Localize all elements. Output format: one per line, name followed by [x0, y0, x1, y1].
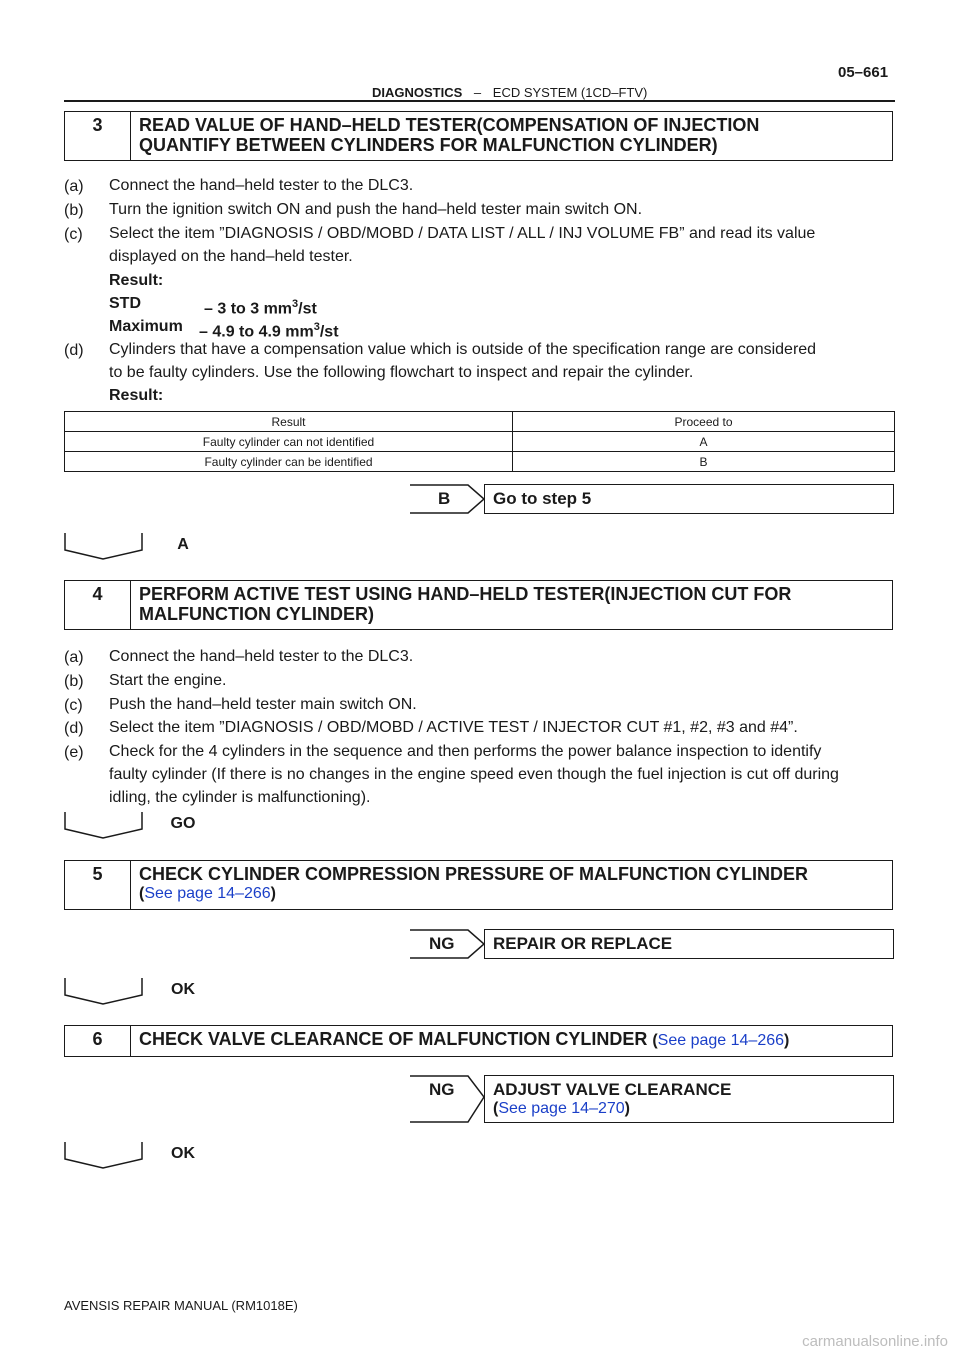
tag-go-label: GO: [170, 815, 196, 832]
tag-ok-2: [64, 1141, 195, 1174]
step-4-item-d-text: Select the item ”DIAGNOSIS / OBD/MOBD / ACTIVE TEST / INJECTOR CUT #1, #2, #3 and #4”.: [109, 719, 798, 736]
table-cell: Faulty cylinder can be identified: [65, 452, 513, 472]
tag-ok-2-label: OK: [171, 1145, 195, 1162]
step-3-title: [131, 112, 765, 160]
flow-b-label: B: [438, 489, 451, 508]
step-4-item-c-text: Push the hand–held tester main switch ON.: [109, 696, 417, 713]
step-5-box: [64, 860, 893, 910]
step-4-title-line2: MALFUNCTION CYLINDER): [139, 604, 374, 624]
step-3-item-c-text2: displayed on the hand–held tester.: [109, 248, 353, 265]
step-5-ref-close: ): [270, 885, 276, 902]
table-row: [65, 452, 895, 472]
tag-a: [64, 532, 189, 565]
table-header-row: [65, 412, 895, 432]
footer-manual-title: AVENSIS REPAIR MANUAL (RM1018E): [64, 1298, 298, 1313]
step-3-item-d-label: (d): [64, 342, 84, 359]
step-5-ref-open: (: [139, 885, 145, 902]
result-table: [64, 411, 895, 472]
flow-ng1-box: REPAIR OR REPLACE: [484, 929, 894, 959]
page-number: 05–661: [838, 64, 889, 81]
step-4-item-a-label: (a): [64, 649, 84, 666]
step-4-item-b-text: Start the engine.: [109, 672, 227, 689]
tag-a-shape: [64, 532, 144, 560]
flow-ng2-ref-close: ): [624, 1100, 630, 1117]
header-separator: –: [473, 85, 482, 100]
flow-ng2-ref-open: (: [493, 1100, 499, 1117]
table-cell: B: [513, 452, 895, 472]
step-6-box: [64, 1025, 893, 1057]
step-6-number: 6: [65, 1026, 131, 1056]
step-6-ref: [652, 1032, 789, 1049]
step-3-item-b-label: (b): [64, 202, 84, 219]
step-3-result-label-2: Result:: [109, 387, 164, 404]
step-3-box: [64, 111, 893, 161]
max-unit-exp: 3: [313, 321, 320, 333]
tag-go: [64, 811, 196, 844]
std-label: STD: [109, 295, 141, 312]
flow-b-box: Go to step 5: [484, 484, 894, 514]
flow-ng2-label: NG: [429, 1080, 455, 1099]
header-section: DIAGNOSTICS: [372, 85, 463, 100]
step-3-item-d-line2: to be faulty cylinders. Use the following flowchart to inspect and repair the cylinder.: [109, 364, 694, 381]
flow-ng2-text: ADJUST VALVE CLEARANCE: [493, 1080, 732, 1099]
flow-ng2-ref-link[interactable]: See page 14–270: [498, 1100, 625, 1117]
step-5-title: [131, 861, 814, 909]
table-row: [65, 432, 895, 452]
step-4-title-line1: PERFORM ACTIVE TEST USING HAND–HELD TESTER(INJECTION CUT FOR: [139, 584, 792, 604]
tag-a-label: A: [177, 536, 189, 553]
tag-ok-2-shape: [64, 1141, 144, 1169]
step-3-item-a-text: Connect the hand–held tester to the DLC3.: [109, 177, 414, 194]
step-4-title: [131, 581, 797, 629]
flow-ng2-ref: [493, 1099, 885, 1118]
step-4-number: 4: [65, 581, 131, 629]
max-unit-suffix: /st: [319, 323, 339, 341]
step-6-ref-close: ): [784, 1032, 790, 1049]
step-4-item-c-label: (c): [64, 697, 83, 714]
flow-ng1-label: NG: [429, 934, 455, 953]
step-4-item-d-label: (d): [64, 720, 84, 737]
step-6-ref-link[interactable]: See page 14–266: [657, 1032, 785, 1049]
std-unit-exp: 3: [292, 298, 299, 310]
table-cell: A: [513, 432, 895, 452]
step-6-title-text: CHECK VALVE CLEARANCE OF MALFUNCTION CYLINDER: [139, 1029, 648, 1049]
step-6-title: [131, 1026, 795, 1056]
step-4-item-b-label: (b): [64, 673, 84, 690]
max-label: Maximum: [109, 318, 183, 335]
step-3-title-line1: READ VALUE OF HAND–HELD TESTER(COMPENSATION OF INJECTION: [139, 115, 760, 135]
flow-ng2-box: [484, 1075, 894, 1123]
std-value-text: – 3 to 3 mm: [204, 300, 293, 318]
table-cell: Faulty cylinder can not identified: [65, 432, 513, 452]
step-3-title-line2: QUANTIFY BETWEEN CYLINDERS FOR MALFUNCTION CYLINDER): [139, 135, 718, 155]
step-4-box: [64, 580, 893, 630]
step-5-ref: [139, 884, 808, 904]
step-3-item-a-label: (a): [64, 178, 84, 195]
header-system: ECD SYSTEM (1CD–FTV): [492, 85, 648, 100]
step-3-item-c-label: (c): [64, 226, 83, 243]
step-3-item-c-text: Select the item ”DIAGNOSIS / OBD/MOBD / DATA LIST / ALL / INJ VOLUME FB” and read its value: [109, 225, 816, 242]
step-5-title-text: CHECK CYLINDER COMPRESSION PRESSURE OF MALFUNCTION CYLINDER: [139, 864, 809, 884]
step-4-item-e-line2: faulty cylinder (If there is no changes in the engine speed even though the fuel injection is cut off during: [109, 766, 839, 783]
step-5-number: 5: [65, 861, 131, 909]
step-4-item-e-line1: Check for the 4 cylinders in the sequence and then performs the power balance inspection to identify: [109, 743, 822, 760]
tag-ok-1-label: OK: [171, 981, 195, 998]
tag-go-shape: [64, 811, 144, 839]
step-3-result-label: Result:: [109, 272, 164, 289]
watermark: carmanualsonline.info: [802, 1333, 948, 1350]
tag-ok-1: [64, 977, 195, 1010]
step-3-item-b-text: Turn the ignition switch ON and push the hand–held tester main switch ON.: [109, 201, 643, 218]
step-4-item-a-text: Connect the hand–held tester to the DLC3.: [109, 648, 414, 665]
step-4-item-e-line3: idling, the cylinder is malfunctioning).: [109, 789, 371, 806]
header-title: [372, 85, 647, 100]
tag-ok-1-shape: [64, 977, 144, 1005]
table-header-proceed: Proceed to: [513, 412, 895, 432]
std-unit-suffix: /st: [298, 300, 317, 318]
step-3-item-d-line1: Cylinders that have a compensation value which is outside of the specification range are considered: [109, 341, 817, 358]
step-6-ref-open: (: [652, 1032, 658, 1049]
step-4-item-e-label: (e): [64, 744, 84, 761]
header-rule: [64, 100, 895, 102]
step-5-ref-link[interactable]: See page 14–266: [144, 885, 271, 902]
max-value-text: – 4.9 to 4.9 mm: [199, 323, 314, 341]
table-header-result: Result: [65, 412, 513, 432]
step-3-number: 3: [65, 112, 131, 160]
